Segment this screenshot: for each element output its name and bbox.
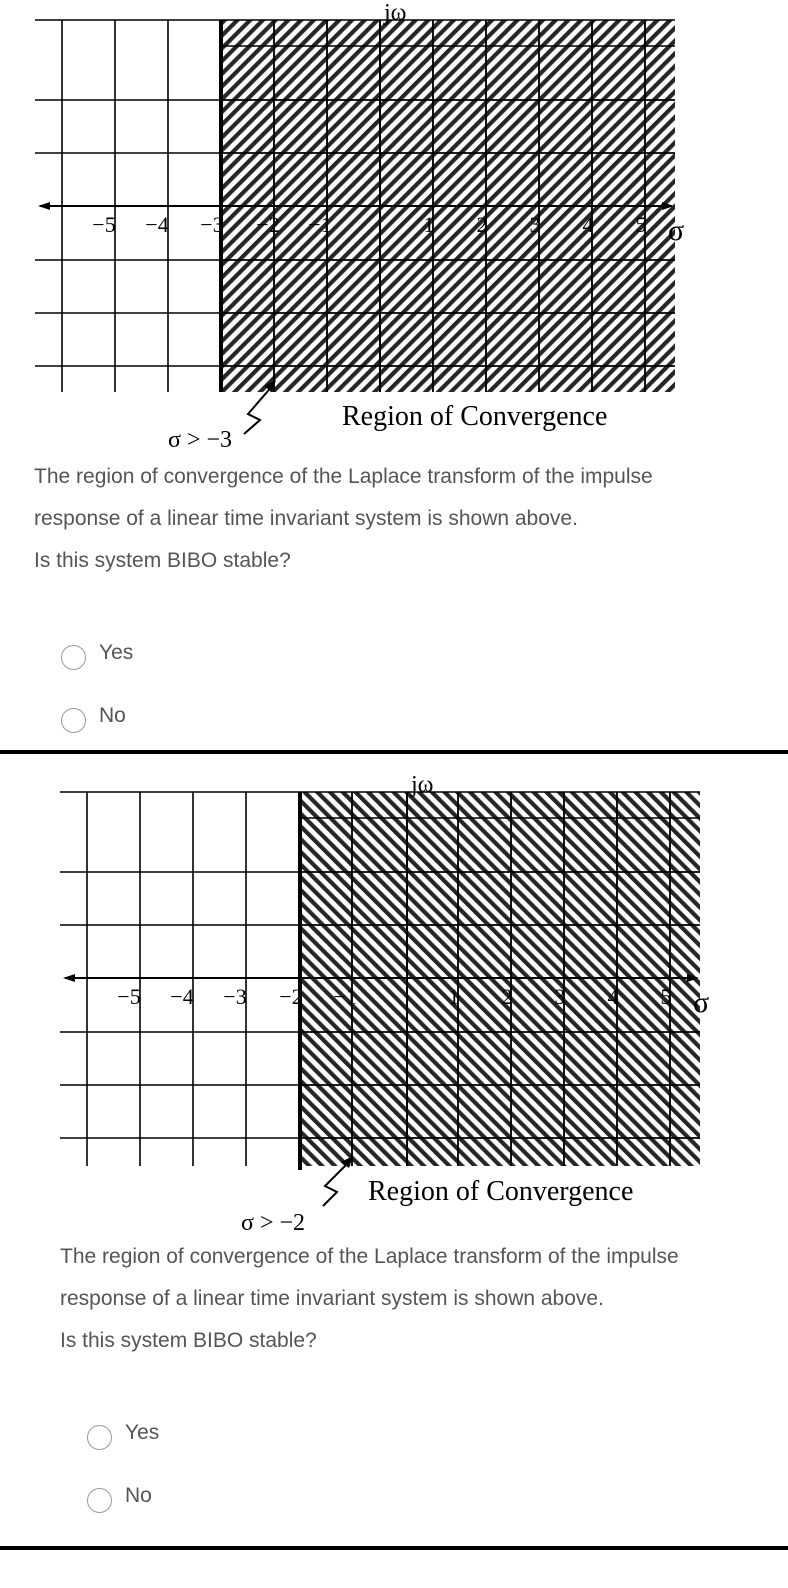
tick-label: −2 <box>279 984 303 1009</box>
prompt-line: The region of convergence of the Laplace transform of the impulse <box>34 465 653 488</box>
radio-button-yes[interactable] <box>61 645 86 670</box>
option-label: Yes <box>125 1420 160 1444</box>
question-prompt <box>34 456 774 582</box>
radio-button-yes[interactable] <box>87 1425 112 1450</box>
tick-label: 2 <box>476 212 488 237</box>
tick-label: 2 <box>501 984 513 1009</box>
roc-condition-label: σ > −3 <box>168 427 233 453</box>
tick-label: −3 <box>200 212 224 237</box>
prompt-line: response of a linear time invariant system is shown above. <box>60 1287 604 1310</box>
roc-plot-2 <box>25 770 765 1240</box>
option-yes[interactable] <box>87 1420 159 1445</box>
tick-label: −5 <box>92 212 116 237</box>
tick-label: −4 <box>170 984 194 1009</box>
option-label: No <box>99 703 126 727</box>
question-divider <box>0 1546 788 1550</box>
tick-label: −4 <box>145 212 169 237</box>
radio-button-no[interactable] <box>87 1488 112 1513</box>
option-no[interactable] <box>61 703 126 728</box>
roc-plot-1 <box>0 0 788 460</box>
jw-axis-label: jω <box>384 0 407 26</box>
option-no[interactable] <box>87 1483 152 1508</box>
roc-region-label: Region of Convergence <box>368 1176 634 1207</box>
prompt-line: Is this system BIBO stable? <box>34 549 291 572</box>
tick-label: 3 <box>529 212 541 237</box>
tick-label: 1 <box>448 984 460 1009</box>
question-2 <box>0 760 788 1572</box>
left-arrow-icon <box>38 202 50 210</box>
roc-condition-label: σ > −2 <box>241 1210 306 1236</box>
left-arrow-icon <box>63 974 75 982</box>
tick-label: 5 <box>660 984 672 1009</box>
prompt-line: The region of convergence of the Laplace transform of the impulse <box>60 1245 679 1268</box>
tick-label: −2 <box>256 212 280 237</box>
question-prompt <box>60 1236 788 1362</box>
prompt-line: response of a linear time invariant system is shown above. <box>34 507 578 530</box>
tick-label: 4 <box>582 212 594 237</box>
tick-label: 3 <box>554 984 566 1009</box>
tick-label: 4 <box>607 984 619 1009</box>
prompt-line: Is this system BIBO stable? <box>60 1329 317 1352</box>
roc-pointer-arrow <box>323 1160 351 1206</box>
tick-label: 5 <box>635 212 647 237</box>
tick-label: −5 <box>117 984 141 1009</box>
question-divider <box>0 750 788 754</box>
roc-region-label: Region of Convergence <box>342 401 608 432</box>
option-label: Yes <box>99 640 134 664</box>
tick-label: 1 <box>423 212 435 237</box>
sigma-axis-label: σ <box>668 214 685 247</box>
tick-label: −1 <box>308 212 332 237</box>
option-label: No <box>125 1483 152 1507</box>
tick-label: −1 <box>333 984 357 1009</box>
radio-button-no[interactable] <box>61 708 86 733</box>
question-1 <box>0 0 788 760</box>
tick-label: −3 <box>223 984 247 1009</box>
jw-axis-label: jω <box>411 772 434 798</box>
option-yes[interactable] <box>61 640 133 665</box>
sigma-axis-label: σ <box>693 986 710 1019</box>
